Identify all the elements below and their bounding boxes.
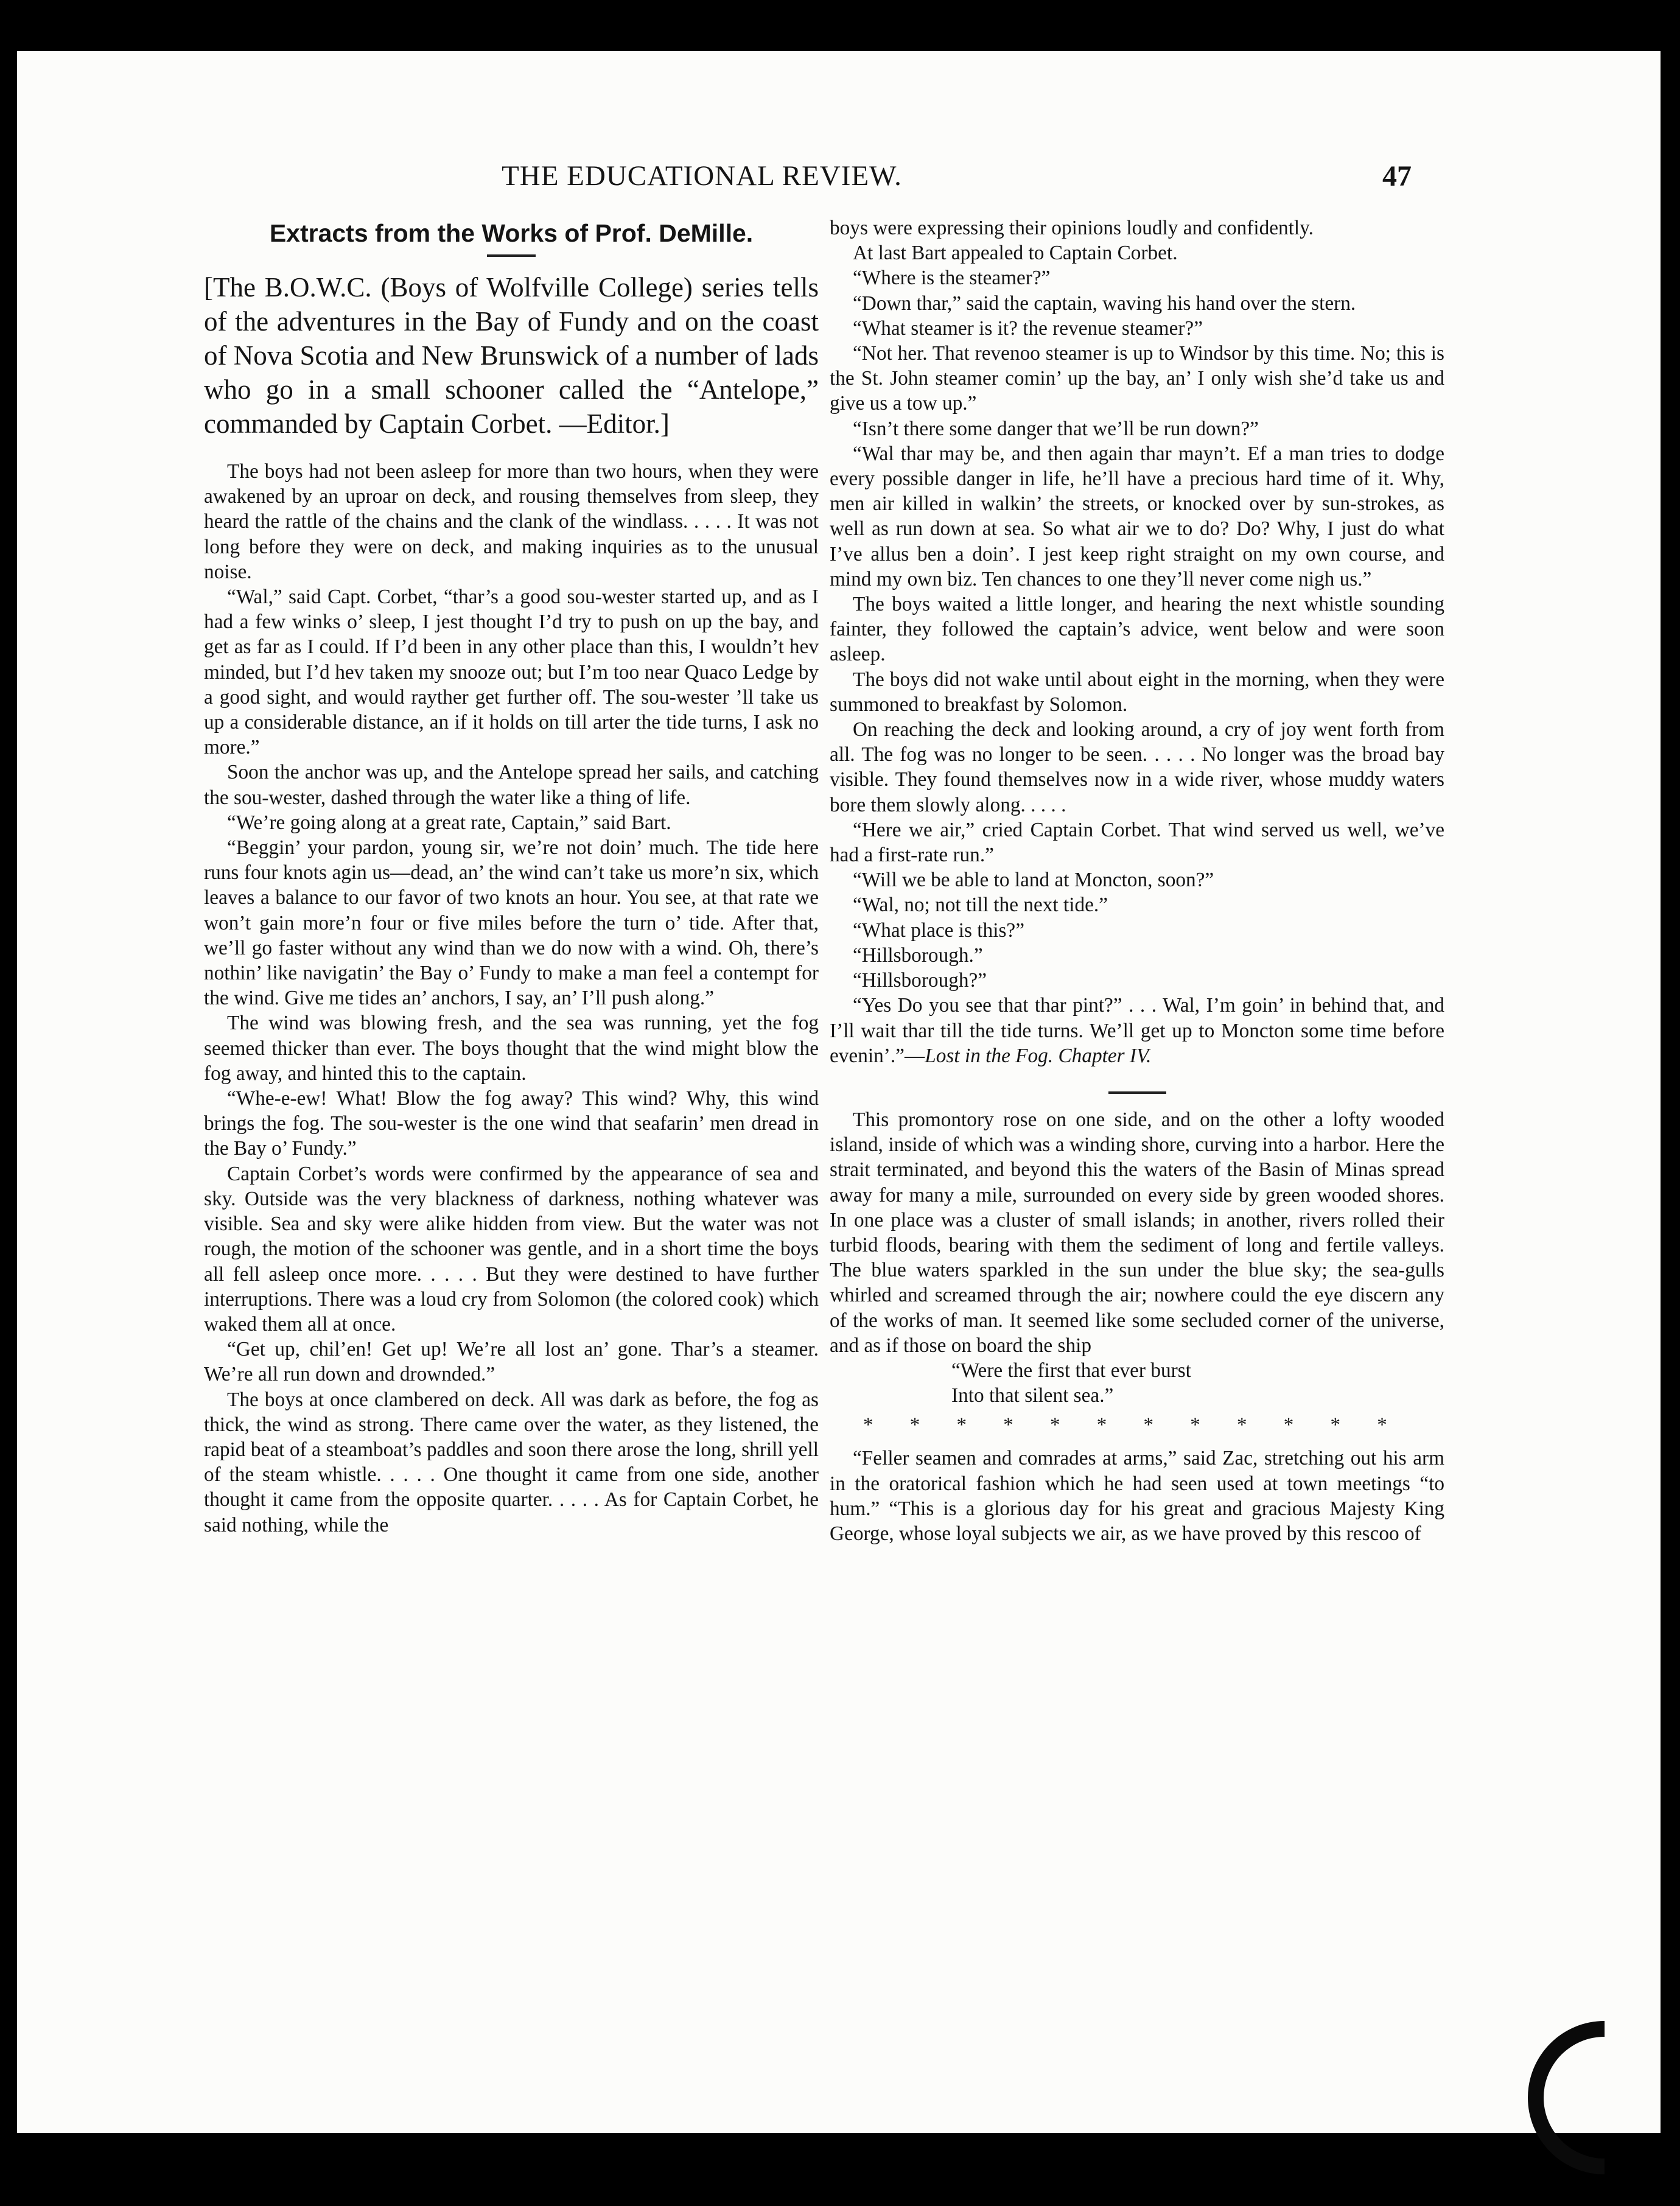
final-paragraph: “Feller seamen and comrades at arms,” said Zac, stretching out his arm in the oratorical fashion which he had seen used at town meetings “to hum.” “This is a glorious day for his great and gracious Majesty King George, whose loyal subjects we air, as we have proved by this rescoo of bbox=[830, 1447, 1444, 1545]
paragraph: “Down thar,” said the captain, waving his hand over the stern. bbox=[853, 292, 1356, 315]
paragraph: “What place is this?” bbox=[853, 919, 1024, 942]
paragraph: “Isn’t there some danger that we’ll be run down?” bbox=[853, 417, 1259, 440]
paragraph: The wind was blowing fresh, and the sea was running, yet the fog seemed thicker than ever. The boys thought that the wind might blow the fog away, and hinted this to the captain. bbox=[204, 1012, 819, 1085]
running-head bbox=[17, 159, 1600, 202]
right-column bbox=[830, 215, 1444, 1546]
paragraph: “Beggin’ your pardon, young sir, we’re not doin’ much. The tide here runs four knots agin us—dead, an’ the wind can’t take us more’n six, which leaves a balance to our favor of two knots an hour. You see, at that rate we won’t gain more’n four or five miles before the turn o’ tide. After that, we’ll go faster without any wind than we do now with a wind. Oh, there’s nothin’ like navigatin’ the Bay o’ Fundy to make a man feel a contempt for the wind. Give me tides an’ anchors, I say, an’ I’ll push along.” bbox=[204, 836, 819, 1010]
closing-paragraph bbox=[830, 993, 1444, 1068]
paragraph: “Here we air,” cried Captain Corbet. That wind served us well, we’ve had a first-rate run.” bbox=[830, 818, 1444, 867]
left-column bbox=[204, 215, 819, 1538]
paragraph: “Wal,” said Capt. Corbet, “thar’s a good sou-wester started up, and as I had a few winks o’ sleep, I jest thought I’d try to push on up the bay, and get as far as I could. If I’d been in any other place than this, I wouldn’t hev minded, but I’d hev taken my snooze out; but I’m too near Quaco Ledge by a good sight, and would rayther get further off. The sou-wester ’ll take us up a considerable distance, an if it holds on till arter the tide turns, I ask no more.” bbox=[204, 586, 819, 759]
poem-line: Into that silent sea.” bbox=[951, 1384, 1114, 1407]
paragraph: “Not her. That revenoo steamer is up to Windsor by this time. No; this is the St. John steamer comin’ up the bay, an’ I only wish she’d take us and give us a tow up.” bbox=[830, 342, 1444, 415]
paragraph: “Will we be able to land at Moncton, soon?” bbox=[853, 869, 1214, 892]
paragraph: “What steamer is it? the revenue steamer?” bbox=[853, 317, 1203, 340]
left-paragraphs bbox=[204, 459, 819, 1538]
paragraph: The boys waited a little longer, and hearing the next whistle sounding fainter, they followed the captain’s advice, went below and were soon asleep. bbox=[830, 593, 1444, 666]
paragraph: “Wal, no; not till the next tide.” bbox=[853, 894, 1108, 917]
article-title: Extracts from the Works of Prof. DeMille. bbox=[269, 219, 754, 247]
editor-intro: [The B.O.W.C. (Boys of Wolfville College) series tells of the adventures in the Bay of Fundy and on the coast of Nova Scotia and New Brunswick of a number of lads who go in a small schooner called the “Antelope,” commanded by Captain Corbet. —Editor.] bbox=[204, 272, 819, 439]
promontory-paragraph: This promontory rose on one side, and on the other a lofty wooded island, inside of which was a winding shore, curving into a harbor. Here the strait terminated, and beyond this the waters of the Basin of Minas spread away for many a mile, surrounded on every side by green wooded shores. In one place was a cluster of small islands; in another, rivers rolled their turbid floods, bearing with them the sediment of long and fertile valleys. The blue waters sparkled in the sun under the blue sky; the sea-gulls whirled and screamed through the air; nowhere could the eye discern any of the works of man. It seemed like some secluded corner of the universe, and as if those on board the ship bbox=[830, 1108, 1444, 1357]
paragraph: Soon the anchor was up, and the Antelope spread her sails, and catching the sou-wester, dashed through the water like a thing of life. bbox=[204, 761, 819, 809]
section-stars: * * * * * * * * * * * * bbox=[863, 1414, 1403, 1437]
source-citation: Lost in the Fog. Chapter IV. bbox=[925, 1044, 1152, 1067]
paragraph: The boys at once clambered on deck. All was dark as before, the fog as thick, the wind as strong. There came over the water, as they listened, the rapid beat of a steamboat’s paddles and soon there arose the long, shrill yell of the steam whistle. . . . . One thought it came from one side, another thought it came from the opposite quarter. . . . . As for Captain Corbet, he said nothing, while the bbox=[204, 1388, 819, 1536]
right-paragraphs bbox=[830, 215, 1444, 993]
poem-line: “Were the first that ever burst bbox=[951, 1359, 1191, 1382]
paragraph: The boys did not wake until about eight in the morning, when they were summoned to breakfast by Solomon. bbox=[830, 668, 1444, 716]
paragraph: boys were expressing their opinions loudly and confidently. bbox=[830, 217, 1314, 239]
page-scan bbox=[17, 51, 1661, 2133]
paragraph: The boys had not been asleep for more than two hours, when they were awakened by an uproar on deck, and rousing themselves from sleep, they heard the rattle of the chains and the clank of the windlass. . . . . It was not long before they were on deck, and making inquiries as to the unusual noise. bbox=[204, 460, 819, 583]
paragraph: “Wal thar may be, and then again thar mayn’t. Ef a man tries to dodge every possible danger in life, he’ll have a precious hard time of it. Why, men air killed in walkin’ the streets, or knocked over by sun-strokes, as well as run down at sea. So what air we to do? Do? Why, I just do what I’ve allus ben a doin’. I jest keep right straight on my own course, and mind my own biz. Ten chances to one they’ll never come nigh us.” bbox=[830, 442, 1444, 590]
paragraph: At last Bart appealed to Captain Corbet. bbox=[853, 242, 1178, 265]
paragraph: Captain Corbet’s words were confirmed by the appearance of sea and sky. Outside was the very blackness of darkness, nothing whatever was visible. Sea and sky were alike hidden from view. But the water was not rough, the motion of the schooner was gentle, and in a short time the boys all fell asleep once more. . . . . But they were destined to have further interruptions. There was a loud cry from Solomon (the colored cook) which waked them all at once. bbox=[204, 1162, 819, 1336]
paragraph: “Hillsborough.” bbox=[853, 944, 983, 967]
section-rule bbox=[1108, 1091, 1166, 1094]
paragraph: On reaching the deck and looking around, a cry of joy went forth from all. The fog was no longer to be seen. . . . . No longer was the broad bay visible. They found themselves now in a wide river, whose muddy waters bore them slowly along. . . . . bbox=[830, 718, 1444, 816]
closing-text: “Yes Do you see that thar pint?” . . . Wal, I’m goin’ in behind that, and I’ll wait thar till the tide turns. We’ll get up to Moncton some time before evenin’.”— bbox=[830, 994, 1444, 1067]
title-rule bbox=[487, 254, 536, 257]
paragraph: “Get up, chil’en! Get up! We’re all lost an’ gone. Thar’s a steamer. We’re all run down and drownded.” bbox=[204, 1338, 819, 1386]
paragraph: “We’re going along at a great rate, Captain,” said Bart. bbox=[227, 811, 671, 834]
page-number: 47 bbox=[1382, 160, 1412, 192]
paragraph: “Hillsborough?” bbox=[853, 969, 987, 992]
paragraph: “Whe-e-ew! What! Blow the fog away? This wind? Why, this wind brings the fog. The sou-wester is the one wind that seafarin’ men dread in the Bay o’ Fundy.” bbox=[204, 1087, 819, 1160]
paragraph: “Where is the steamer?” bbox=[853, 267, 1051, 290]
journal-title: THE EDUCATIONAL REVIEW. bbox=[502, 160, 902, 192]
